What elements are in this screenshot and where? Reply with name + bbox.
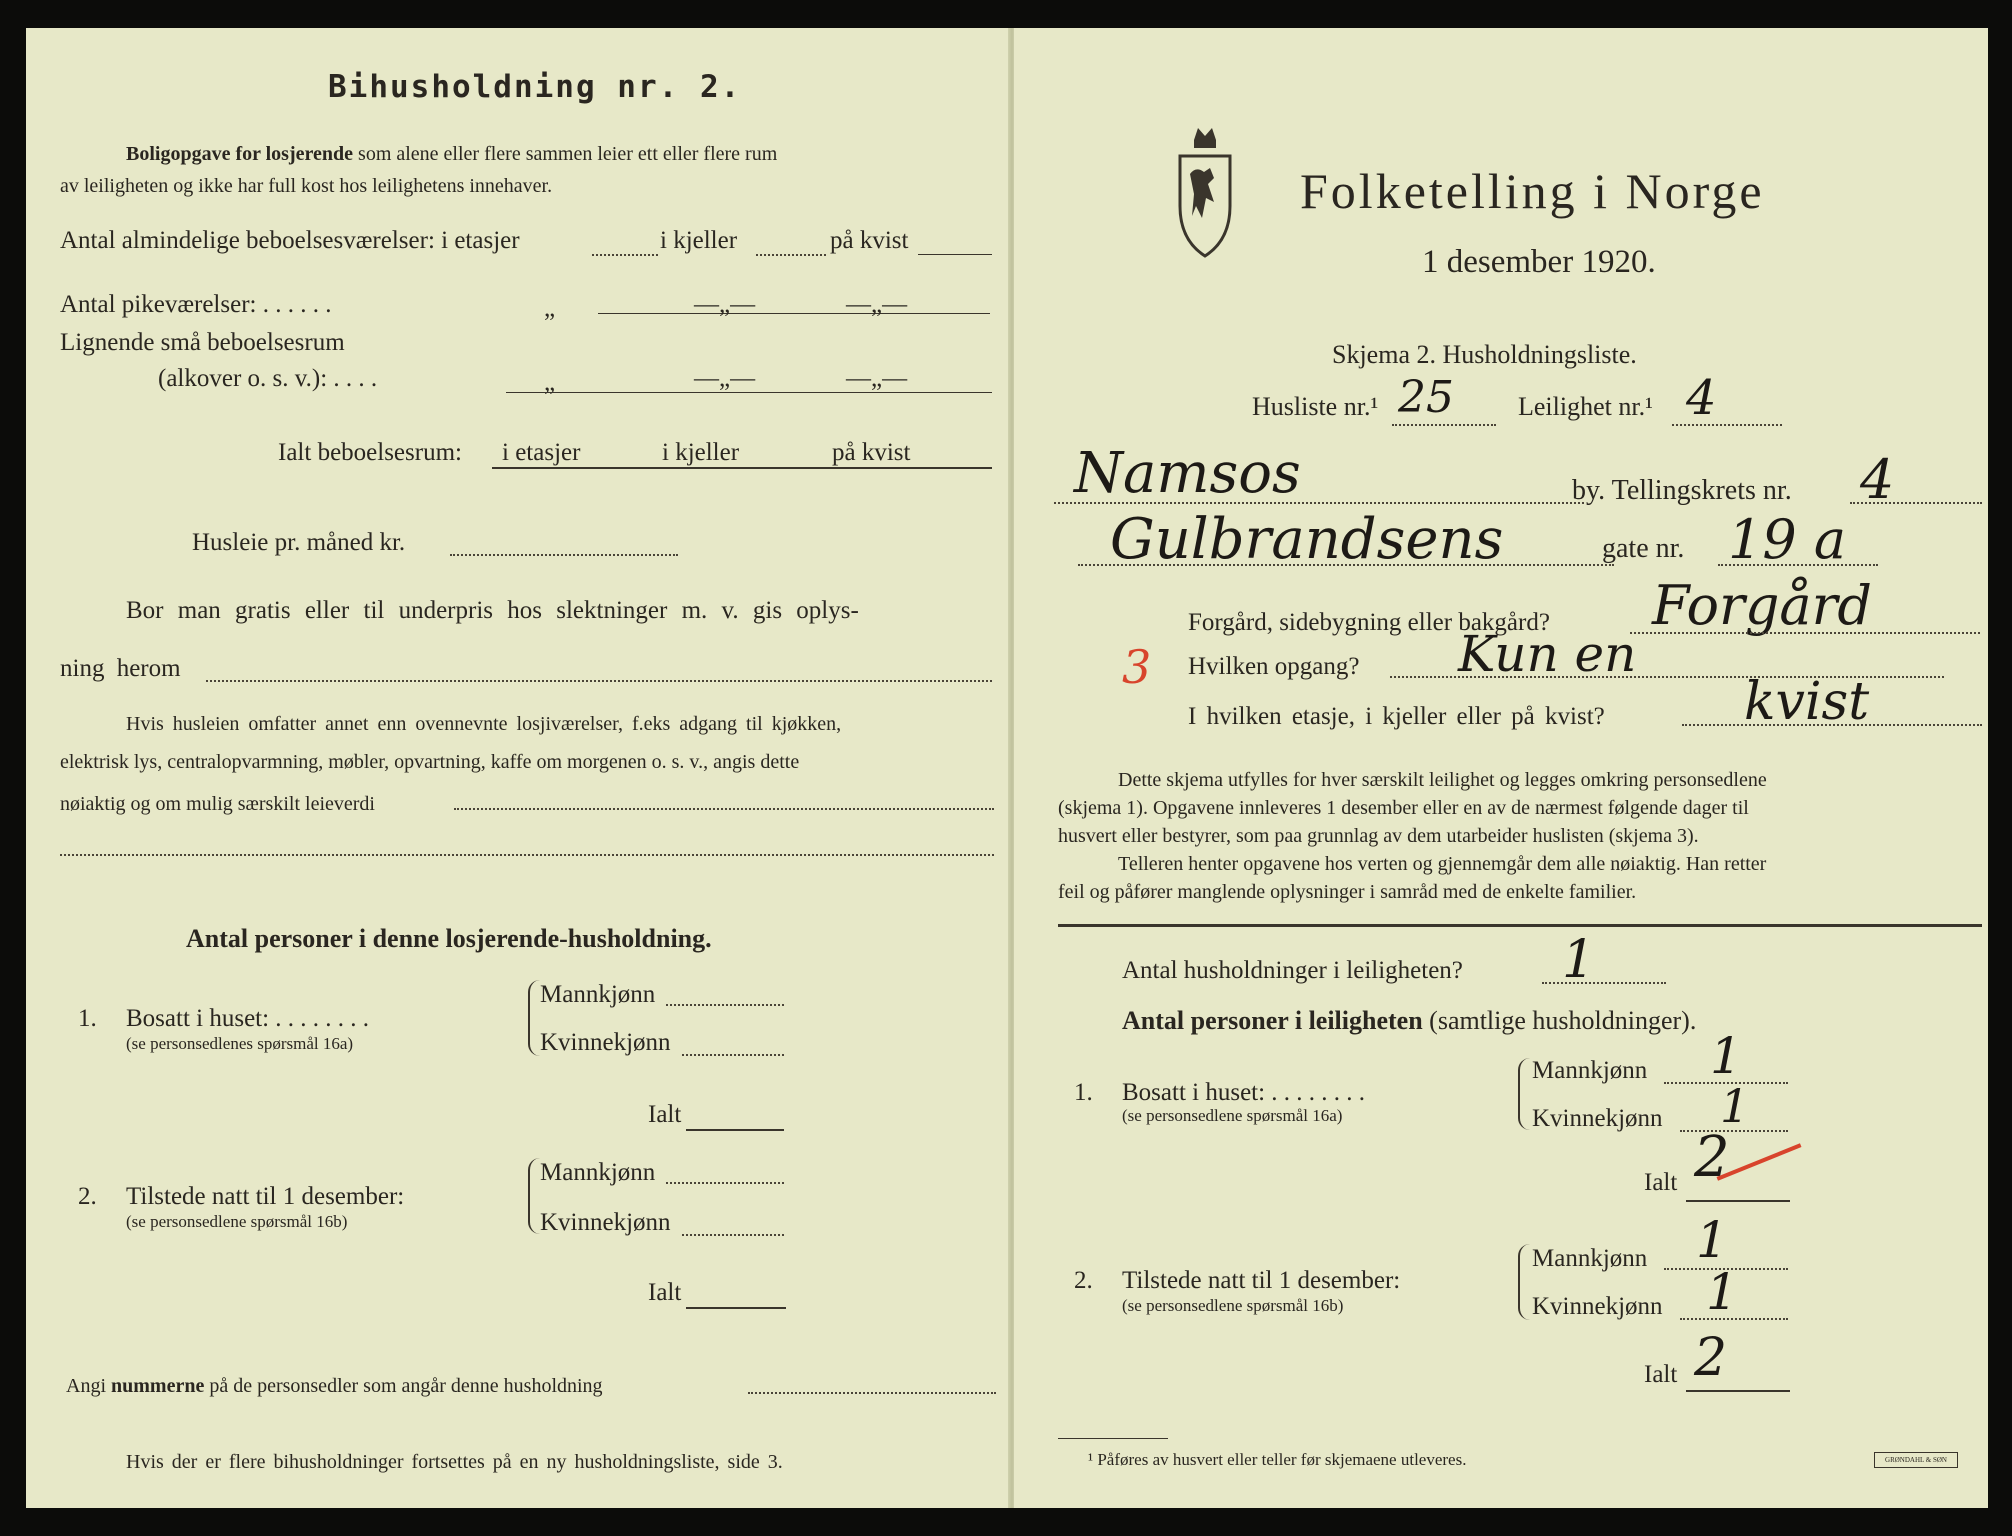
gatenr-value: 19 a (1728, 508, 1847, 571)
rooms-etasjer-field[interactable] (592, 254, 658, 256)
etasje-value: kvist (1744, 672, 1870, 732)
ialt-rooms-label: Ialt beboelsesrum: (278, 439, 462, 466)
info-line-1: Dette skjema utfylles for hver særskilt leilighet og legges omkring personsedlene (1118, 769, 1767, 791)
forgaard-label: Forgård, sidebygning eller bakgård? (1188, 609, 1550, 636)
ialt-etasjer-label: i etasjer (502, 439, 581, 466)
etasje-label: I hvilken etasje, i kjeller eller på kvist? (1188, 703, 1605, 730)
norwegian-coat-of-arms-icon (1174, 122, 1236, 262)
census-date: 1 desember 1920. (1422, 244, 1656, 280)
right-q2-kvinne-value: 1 (1706, 1263, 1738, 1321)
rooms-kjeller-field[interactable] (756, 254, 826, 256)
leilighet-label: Leilighet nr.¹ (1518, 392, 1653, 421)
leilighet-value: 4 (1686, 370, 1717, 426)
gratis-line-1: Bor man gratis eller til underpris hos slektninger m. v. gis oplys- (126, 597, 859, 624)
right-persons-heading (1122, 1006, 1696, 1036)
lignende-ditto-2: —„— (694, 365, 756, 392)
hvis-line-1: Hvis husleien omfatter annet enn ovennevnte losjiværelser, f.eks adgang til kjøkken, (126, 713, 842, 735)
ialt-kjeller-label: i kjeller (662, 439, 740, 466)
info-line-4: Telleren henter opgavene hos verten og gjennemgår dem alle nøiaktig. Han retter (1118, 853, 1767, 875)
gatenr-field[interactable] (1718, 564, 1878, 566)
leieverdi-field[interactable] (454, 808, 994, 810)
angi-bold: nummerne (111, 1375, 205, 1397)
intro-line-2: av leiligheten og ikke har full kost hos leilighetens innehaver. (60, 175, 553, 197)
angi-line (66, 1374, 603, 1398)
opgang-label: Hvilken opgang? (1188, 653, 1360, 680)
left-q1-sub: (se personsedlenes spørsmål 16a) (126, 1034, 354, 1053)
intro-line-1 (126, 142, 777, 166)
printer-stamp: GRØNDAHL & SØN (1874, 1452, 1958, 1468)
right-q2-mann-label: Mannkjønn (1532, 1245, 1648, 1272)
right-q1-sub: (se personsedlene spørsmål 16a) (1122, 1106, 1343, 1125)
right-q1-mann-value: 1 (1710, 1027, 1742, 1085)
rooms-kvist-label: på kvist (830, 227, 909, 254)
right-q1-num: 1. (1074, 1079, 1093, 1106)
krets-value: 4 (1860, 448, 1895, 511)
forgaard-field[interactable] (1630, 632, 1980, 634)
info-text (1058, 766, 1982, 906)
left-q2-mann-field[interactable] (666, 1182, 784, 1184)
left-q2-kvinne-label: Kvinnekjønn (540, 1209, 671, 1236)
gate-field[interactable] (1078, 564, 1614, 566)
left-page (26, 28, 1010, 1508)
ialt-rooms-field[interactable] (492, 467, 992, 469)
left-q1-mann-field[interactable] (666, 1004, 784, 1006)
husliste-label: Husliste nr.¹ (1252, 392, 1379, 421)
right-q1-brace (1518, 1058, 1530, 1130)
right-q2-mann-value: 1 (1696, 1211, 1728, 1269)
right-q2-brace (1518, 1244, 1530, 1320)
left-q1-ialt-field[interactable] (686, 1129, 784, 1131)
right-q1-ialt-value: 2 (1694, 1125, 1730, 1190)
right-q1-kvinne-label: Kvinnekjønn (1532, 1105, 1663, 1132)
by-field[interactable] (1054, 502, 1584, 504)
right-q1-mann-label: Mannkjønn (1532, 1057, 1648, 1084)
right-page (1014, 28, 1988, 1508)
rooms-kjeller-label: i kjeller (660, 227, 738, 254)
lignende-label-1: Lignende små beboelsesrum (60, 329, 345, 356)
right-q2-ialt-field[interactable] (1686, 1390, 1790, 1392)
hvis-line-2: elektrisk lys, centralopvarmning, møbler, opvartning, kaffe om morgenen o. s. v., angis dette (60, 751, 800, 773)
right-q2-ialt-value: 2 (1694, 1328, 1728, 1388)
leilighet-field[interactable] (1672, 424, 1782, 426)
pike-ditto-2: —„— (694, 291, 756, 318)
pike-label: Antal pikeværelser: . . . . . . (60, 291, 332, 318)
right-q2-kvinne-label: Kvinnekjønn (1532, 1293, 1663, 1320)
rooms-kvist-field[interactable] (918, 254, 992, 255)
right-q2-ialt-label: Ialt (1644, 1361, 1678, 1388)
left-q1-kvinne-label: Kvinnekjønn (540, 1029, 671, 1056)
footnote: ¹ Påføres av husvert eller teller før skjemaene utleveres. (1088, 1450, 1467, 1469)
info-line-5: feil og påfører manglende oplysninger i samråd med de enkelte familier. (1058, 881, 1637, 903)
info-line-3: husvert eller bestyrer, som paa grunnlag av dem utarbeider huslisten (skjema 3). (1058, 825, 1699, 847)
left-q2-num: 2. (78, 1183, 97, 1210)
pike-field-line[interactable] (598, 313, 990, 314)
gate-value: Gulbrandsens (1110, 507, 1504, 572)
opgang-value: Kun en (1458, 625, 1637, 683)
intro-bold: Boligopgave for losjerende (126, 143, 354, 165)
left-persons-heading: Antal personer i denne losjerende-husholdning. (186, 924, 712, 953)
gate-label: gate nr. (1602, 533, 1685, 564)
angi-rest: på de personsedler som angår denne husholdning (209, 1375, 603, 1397)
leieverdi-field-2[interactable] (60, 854, 994, 856)
left-q2-kvinne-field[interactable] (682, 1234, 784, 1236)
left-q2-mann-label: Mannkjønn (540, 1159, 656, 1186)
left-q1-label: Bosatt i huset: . . . . . . . . (126, 1005, 370, 1032)
left-q1-mann-label: Mannkjønn (540, 981, 656, 1008)
footnote-rule (1058, 1438, 1168, 1439)
right-q2-kvinne-field[interactable] (1680, 1318, 1788, 1320)
husleie-label: Husleie pr. måned kr. (192, 529, 406, 556)
info-line-2: (skjema 1). Opgavene innleveres 1 desember eller en av de nærmest følgende dager til (1058, 797, 1749, 819)
etasje-field[interactable] (1682, 724, 1982, 726)
by-value: Namsos (1074, 441, 1301, 506)
left-q2-sub: (se personsedlene spørsmål 16b) (126, 1212, 348, 1231)
husliste-value: 25 (1398, 372, 1454, 423)
husholdninger-field[interactable] (1542, 982, 1666, 984)
lignende-label-2: (alkover o. s. v.): . . . . (158, 365, 378, 392)
left-q2-brace (528, 1158, 540, 1234)
hvis-line-3: nøiaktig og om mulig særskilt leieverdi (60, 793, 375, 815)
bihusholdning-title: Bihusholdning nr. 2. (328, 69, 742, 105)
right-q1-label: Bosatt i huset: . . . . . . . . (1122, 1079, 1366, 1106)
husholdninger-value: 1 (1562, 930, 1596, 990)
angi-pre: Angi (66, 1375, 106, 1397)
left-q1-brace (528, 980, 540, 1056)
husliste-field[interactable] (1392, 424, 1496, 426)
left-q2-label: Tilstede natt til 1 desember: (126, 1183, 405, 1210)
right-persons-rest: (samtlige husholdninger). (1429, 1006, 1697, 1035)
right-q2-num: 2. (1074, 1267, 1093, 1294)
right-q1-kvinne-value: 1 (1720, 1079, 1750, 1133)
pike-ditto-3: —„— (846, 291, 908, 318)
intro-rest: som alene eller flere sammen leier ett eller flere rum (358, 143, 778, 165)
left-q2-ialt-field[interactable] (686, 1307, 786, 1309)
opgang-margin-mark: 3 (1122, 640, 1152, 694)
husholdninger-label: Antal husholdninger i leiligheten? (1122, 957, 1463, 984)
left-footer: Hvis der er flere bihusholdninger fortsettes på en ny husholdningsliste, side 3. (126, 1451, 783, 1473)
left-q1-kvinne-field[interactable] (682, 1054, 784, 1056)
gratis-field[interactable] (206, 680, 992, 682)
rooms-label: Antal almindelige beboelsesværelser: i etasjer (60, 227, 520, 254)
ialt-kvist-label: på kvist (832, 439, 911, 466)
left-q1-num: 1. (78, 1005, 97, 1032)
folketelling-title: Folketelling i Norge (1300, 163, 1765, 219)
lignende-ditto: „ (544, 369, 556, 396)
husleie-field[interactable] (450, 554, 678, 556)
angi-field[interactable] (748, 1392, 996, 1394)
right-q2-sub: (se personsedlene spørsmål 16b) (1122, 1296, 1344, 1315)
skjema-label: Skjema 2. Husholdningsliste. (1332, 340, 1637, 369)
left-q1-ialt-label: Ialt (648, 1101, 682, 1128)
right-q1-ialt-field[interactable] (1686, 1200, 1790, 1202)
pike-ditto: „ (544, 295, 556, 322)
gratis-line-2: ning herom (60, 655, 181, 682)
lignende-ditto-3: —„— (846, 365, 908, 392)
forgaard-value: Forgård (1652, 574, 1872, 637)
left-q2-ialt-label: Ialt (648, 1279, 682, 1306)
krets-field[interactable] (1850, 502, 1982, 504)
section-divider (1058, 924, 1982, 927)
right-q2-label: Tilstede natt til 1 desember: (1122, 1267, 1401, 1294)
right-q1-ialt-label: Ialt (1644, 1169, 1678, 1196)
right-persons-bold: Antal personer i leiligheten (1122, 1006, 1423, 1035)
by-label: by. Tellingskrets nr. (1572, 475, 1792, 506)
